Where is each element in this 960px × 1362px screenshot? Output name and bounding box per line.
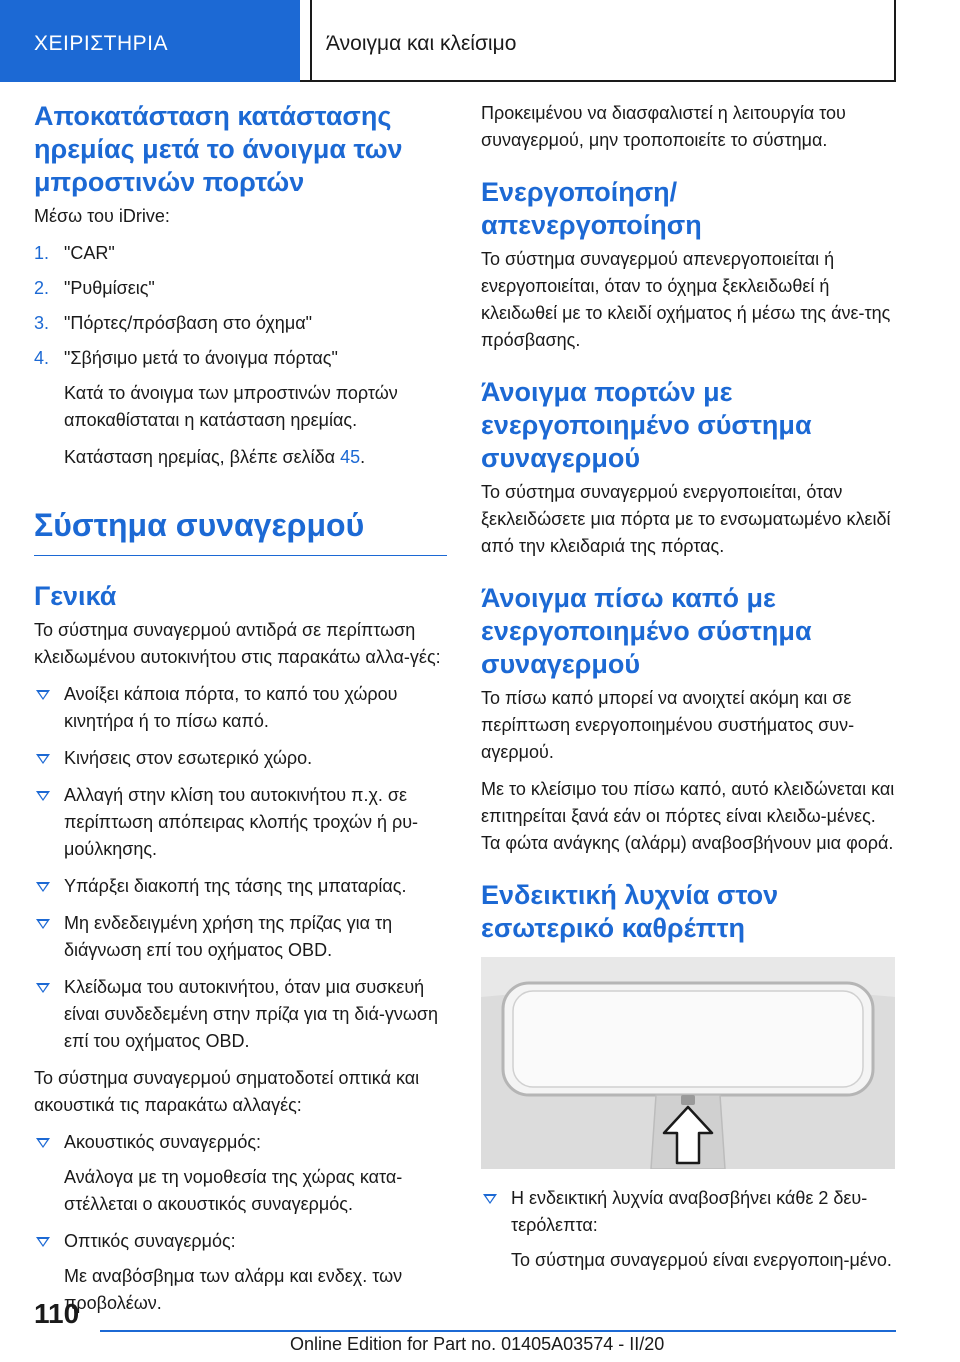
triangle-bullet-icon xyxy=(36,754,50,764)
triangle-bullet-icon xyxy=(36,983,50,993)
footer-rule xyxy=(100,1330,896,1332)
list-item-detail: Το σύστημα συναγερμού είναι ενεργοποιη‐μένο. xyxy=(511,1250,892,1270)
triangle-bullet-icon xyxy=(483,1194,497,1204)
list-item-text: Αλλαγή στην κλίση του αυτοκινήτου π.χ. σε περίπτωση απόπειρας κλοπής τροχών ή ρυ‐μούλκησης. xyxy=(64,785,419,859)
step-item xyxy=(34,275,447,302)
list-item xyxy=(34,745,447,772)
restore-note: Κατά το άνοιγμα των μπροστινών πορτών αποκαθίσταται η κατάσταση ηρεμίας. xyxy=(64,383,398,430)
triangle-bullet-icon xyxy=(36,791,50,801)
step-item xyxy=(34,240,447,267)
alarm-system-heading: Σύστημα συναγερμού xyxy=(34,505,447,556)
triangle-bullet-icon xyxy=(36,1237,50,1247)
list-item xyxy=(34,974,447,1055)
header-divider xyxy=(310,0,312,80)
general-intro: Το σύστημα συναγερμού αντιδρά σε περίπτωση κλειδωμένου αυτοκινήτου στις παρακάτω αλλα‐γές: xyxy=(34,620,441,667)
doors-heading: Άνοιγμα πορτών με ενεργοποιημένο σύστημα συναγερμού xyxy=(481,377,812,473)
page-number: 110 xyxy=(34,1298,80,1329)
step-text: "CAR" xyxy=(64,243,115,263)
step-number: 3. xyxy=(34,313,50,333)
step-text: "Σβήσιμο μετά το άνοιγμα πόρτας" xyxy=(64,348,338,368)
trigger-list xyxy=(34,681,447,1055)
list-item xyxy=(34,681,447,735)
mirror-illustration xyxy=(481,957,895,1169)
list-item xyxy=(34,873,447,900)
trunk-text-1: Το πίσω καπό μπορεί να ανοιχτεί ακόμη και σε περίπτωση ενεργοποιημένου συστήματος συν‐αγερμού. xyxy=(481,688,855,762)
list-item xyxy=(34,1129,447,1218)
list-item-text: Κλείδωμα του αυτοκινήτου, όταν μια συσκευή είναι συνδεδεμένη στην πρίζα για τη διά‐γνωση επί του οχήματος OBD. xyxy=(64,977,439,1051)
triangle-bullet-icon xyxy=(36,1138,50,1148)
rearview-mirror-icon xyxy=(481,957,895,1169)
reference-text: Κατάσταση ηρεμίας, βλέπε σελίδα xyxy=(64,447,341,467)
trunk-heading: Άνοιγμα πίσω καπό με ενεργοποιημένο σύστημα συναγερμού xyxy=(481,583,812,679)
lamp-list xyxy=(481,1185,895,1274)
triangle-bullet-icon xyxy=(36,919,50,929)
page-link[interactable]: 45 xyxy=(340,447,361,467)
signal-list xyxy=(34,1129,447,1317)
step-number: 2. xyxy=(34,278,50,298)
restore-intro: Μέσω του iDrive: xyxy=(34,206,170,226)
step-number: 4. xyxy=(34,348,50,368)
continuation-text: Προκειμένου να διασφαλιστεί η λειτουργία του συναγερμού, μην τροποποιείτε το σύστημα. xyxy=(481,103,846,150)
list-item xyxy=(34,782,447,863)
restore-heading: Αποκατάσταση κατάστασης ηρεμίας μετά το άνοιγμα των μπροστινών πορτών xyxy=(34,101,403,197)
header-edge xyxy=(894,0,896,82)
list-item-title: Οπτικός συναγερμός: xyxy=(64,1231,236,1251)
triangle-bullet-icon xyxy=(36,882,50,892)
trunk-text-2: Με το κλείσιμο του πίσω καπό, αυτό κλειδώνεται και επιτηρείται ξανά εάν οι πόρτες είναι κλειδω‐μένες. Τα φώτα ανάγκης (αλάρμ) αναβοσβήνουν μια φορά. xyxy=(481,779,895,853)
step-number: 1. xyxy=(34,243,50,263)
chapter-title: Άνοιγμα και κλείσιμο xyxy=(326,32,517,55)
idrive-steps xyxy=(34,240,447,372)
signal-intro: Το σύστημα συναγερμού σηματοδοτεί οπτικά και ακουστικά τις παρακάτω αλλαγές: xyxy=(34,1068,420,1115)
list-item-text: Υπάρξει διακοπή της τάσης της μπαταρίας. xyxy=(64,876,407,896)
triangle-bullet-icon xyxy=(36,690,50,700)
list-item xyxy=(34,910,447,964)
restore-reference xyxy=(34,444,447,471)
list-item-text: Κινήσεις στον εσωτερικό χώρο. xyxy=(64,748,313,768)
lamp-heading: Ενδεικτική λυχνία στον εσωτερικό καθρέπτη xyxy=(481,880,779,943)
list-item xyxy=(34,1228,447,1317)
step-text: "Ρυθμίσεις" xyxy=(64,278,155,298)
list-item-text: Ανοίξει κάποια πόρτα, το καπό του χώρου κινητήρα ή το πίσω καπό. xyxy=(64,684,398,731)
step-item xyxy=(34,345,447,372)
step-item xyxy=(34,310,447,337)
step-text: "Πόρτες/πρόσβαση στο όχημα" xyxy=(64,313,312,333)
reference-end: . xyxy=(360,447,366,467)
edition-note: Online Edition for Part no. 01405A03574 - II/20 xyxy=(290,1334,665,1354)
list-item-detail: Ανάλογα με τη νομοθεσία της χώρας κατα‐στέλλεται ο ακουστικός συναγερμός. xyxy=(64,1167,403,1214)
left-column xyxy=(34,100,447,1327)
right-column xyxy=(481,100,895,1284)
header-rule xyxy=(300,80,896,82)
section-tab xyxy=(0,0,300,82)
toggle-heading: Ενεργοποίηση/απενεργοποίηση xyxy=(481,177,702,240)
doors-text: Το σύστημα συναγερμού ενεργοποιείται, όταν ξεκλειδώσετε μια πόρτα με το ενσωματωμένο κλειδί από την κλειδαριά της πόρτας. xyxy=(481,482,891,556)
general-heading: Γενικά xyxy=(34,581,117,611)
list-item-title: Ακουστικός συναγερμός: xyxy=(64,1132,262,1152)
toggle-text: Το σύστημα συναγερμού απενεργοποιείται ή ενεργοποιείται, όταν το όχημα ξεκλειδωθεί ή κλειδωθεί με το κλειδί οχήματος ή μέσω της άνε‐της πρόσβασης. xyxy=(481,249,891,350)
list-item xyxy=(481,1185,895,1274)
section-tab-label: ΧΕΙΡΙΣΤΗΡΙΑ xyxy=(34,32,169,55)
list-item-detail: Με αναβόσβημα των αλάρμ και ενδεχ. των προβολέων. xyxy=(64,1266,403,1313)
page-header xyxy=(0,0,960,90)
list-item-text: Μη ενδεδειγμένη χρήση της πρίζας για τη διάγνωση επί του οχήματος OBD. xyxy=(64,913,393,960)
list-item-title: Η ενδεικτική λυχνία αναβοσβήνει κάθε 2 δευ‐τερόλεπτα: xyxy=(511,1188,868,1235)
